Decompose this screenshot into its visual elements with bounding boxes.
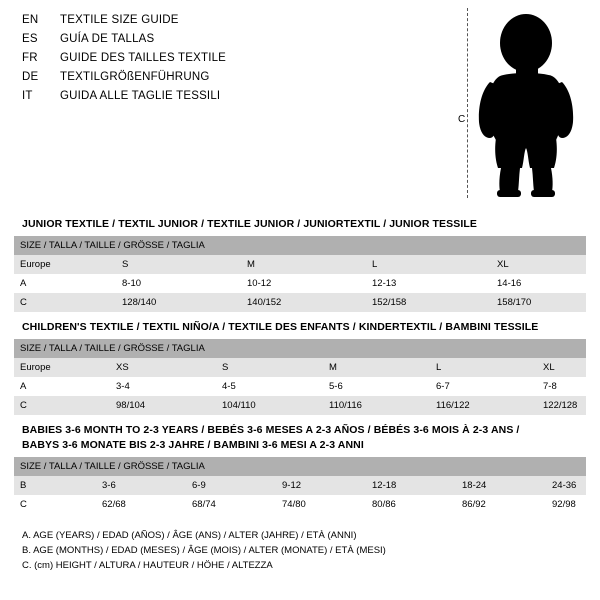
cell: 3-6 bbox=[96, 476, 186, 495]
cell: 12-13 bbox=[366, 274, 491, 293]
language-code: FR bbox=[22, 52, 38, 64]
cell: 6-9 bbox=[186, 476, 276, 495]
table-row bbox=[14, 377, 586, 396]
cell: 116/122 bbox=[430, 396, 537, 415]
language-code: EN bbox=[22, 14, 39, 26]
cell: 12-18 bbox=[366, 476, 456, 495]
row-label: A bbox=[14, 377, 110, 396]
language-header bbox=[22, 14, 442, 109]
cell: 104/110 bbox=[216, 396, 323, 415]
size-header-children: SIZE / TALLA / TAILLE / GRÖSSE / TAGLIA bbox=[14, 339, 586, 358]
language-row bbox=[22, 14, 442, 33]
measure-label-c: C bbox=[458, 114, 466, 125]
table-babies bbox=[14, 457, 586, 514]
cell: S bbox=[216, 358, 323, 377]
cell: 128/140 bbox=[116, 293, 241, 312]
language-row bbox=[22, 90, 442, 109]
cell: M bbox=[323, 358, 430, 377]
cell: L bbox=[430, 358, 537, 377]
cell: XS bbox=[110, 358, 216, 377]
row-label: B bbox=[14, 476, 96, 495]
cell: 68/74 bbox=[186, 495, 276, 514]
cell: 158/170 bbox=[491, 293, 586, 312]
table-children bbox=[14, 339, 586, 415]
cell: 122/128 bbox=[537, 396, 586, 415]
cell: XL bbox=[537, 358, 586, 377]
cell: 98/104 bbox=[110, 396, 216, 415]
cell: 5-6 bbox=[323, 377, 430, 396]
cell: 6-7 bbox=[430, 377, 537, 396]
section-title-children: CHILDREN'S TEXTILE / TEXTIL NIÑO/A / TEXTILE DES ENFANTS / KINDERTEXTIL / BAMBINI TESSILE bbox=[22, 321, 539, 333]
cell: 80/86 bbox=[366, 495, 456, 514]
language-row bbox=[22, 71, 442, 90]
table-row bbox=[14, 358, 586, 377]
cell: 140/152 bbox=[241, 293, 366, 312]
cell: M bbox=[241, 255, 366, 274]
cell: 9-12 bbox=[276, 476, 366, 495]
legend-line-c: C. (cm) HEIGHT / ALTURA / HAUTEUR / HÖHE / ALTEZZA bbox=[22, 560, 273, 571]
table-row bbox=[14, 339, 586, 358]
language-code: ES bbox=[22, 33, 38, 45]
cell: 86/92 bbox=[456, 495, 546, 514]
table-row bbox=[14, 293, 586, 312]
legend-line-b: B. AGE (MONTHS) / EDAD (MESES) / ÂGE (MOIS) / ALTER (MONATE) / ETÀ (MESI) bbox=[22, 545, 386, 556]
row-label: C bbox=[14, 495, 96, 514]
height-measure-line bbox=[467, 8, 468, 198]
size-header-babies: SIZE / TALLA / TAILLE / GRÖSSE / TAGLIA bbox=[14, 457, 586, 476]
cell: 74/80 bbox=[276, 495, 366, 514]
toddler-silhouette-icon bbox=[470, 10, 590, 200]
table-row bbox=[14, 457, 586, 476]
table-row bbox=[14, 236, 586, 255]
cell: S bbox=[116, 255, 241, 274]
cell: 152/158 bbox=[366, 293, 491, 312]
cell: 8-10 bbox=[116, 274, 241, 293]
row-label: A bbox=[14, 274, 116, 293]
language-title: GUÍA DE TALLAS bbox=[60, 33, 155, 45]
cell: 24-36 bbox=[546, 476, 586, 495]
cell: 18-24 bbox=[456, 476, 546, 495]
size-header-junior: SIZE / TALLA / TAILLE / GRÖSSE / TAGLIA bbox=[14, 236, 586, 255]
measurement-figure bbox=[440, 8, 595, 203]
language-code: IT bbox=[22, 90, 33, 102]
cell: 92/98 bbox=[546, 495, 586, 514]
language-row bbox=[22, 33, 442, 52]
cell: L bbox=[366, 255, 491, 274]
language-row bbox=[22, 52, 442, 71]
cell: 14-16 bbox=[491, 274, 586, 293]
section-title-junior: JUNIOR TEXTILE / TEXTIL JUNIOR / TEXTILE JUNIOR / JUNIORTEXTIL / JUNIOR TESSILE bbox=[22, 218, 477, 230]
language-title: GUIDE DES TAILLES TEXTILE bbox=[60, 52, 227, 64]
cell: 7-8 bbox=[537, 377, 586, 396]
row-label: C bbox=[14, 293, 116, 312]
language-title: TEXTILE SIZE GUIDE bbox=[60, 14, 179, 26]
legend-line-a: A. AGE (YEARS) / EDAD (AÑOS) / ÂGE (ANS) / ALTER (JAHRE) / ETÀ (ANNI) bbox=[22, 530, 357, 541]
cell: 62/68 bbox=[96, 495, 186, 514]
cell: 3-4 bbox=[110, 377, 216, 396]
table-row bbox=[14, 495, 586, 514]
table-junior bbox=[14, 236, 586, 312]
cell: 4-5 bbox=[216, 377, 323, 396]
cell: 110/116 bbox=[323, 396, 430, 415]
language-title: TEXTILGRÖßENFÜHRUNG bbox=[60, 71, 210, 83]
table-row bbox=[14, 255, 586, 274]
section-title-babies-line2: BABYS 3-6 MONATE BIS 2-3 JAHRE / BAMBINI 3-6 MESI A 2-3 ANNI bbox=[22, 439, 364, 451]
table-row bbox=[14, 396, 586, 415]
row-label: Europe bbox=[14, 255, 116, 274]
cell: 10-12 bbox=[241, 274, 366, 293]
row-label: C bbox=[14, 396, 110, 415]
section-title-babies-line1: BABIES 3-6 MONTH TO 2-3 YEARS / BEBÉS 3-6 MESES A 2-3 AÑOS / BÉBÉS 3-6 MOIS À 2-3 ANS / bbox=[22, 424, 520, 436]
table-row bbox=[14, 274, 586, 293]
cell: XL bbox=[491, 255, 586, 274]
row-label: Europe bbox=[14, 358, 110, 377]
language-title: GUIDA ALLE TAGLIE TESSILI bbox=[60, 90, 221, 102]
table-row bbox=[14, 476, 586, 495]
language-code: DE bbox=[22, 71, 39, 83]
